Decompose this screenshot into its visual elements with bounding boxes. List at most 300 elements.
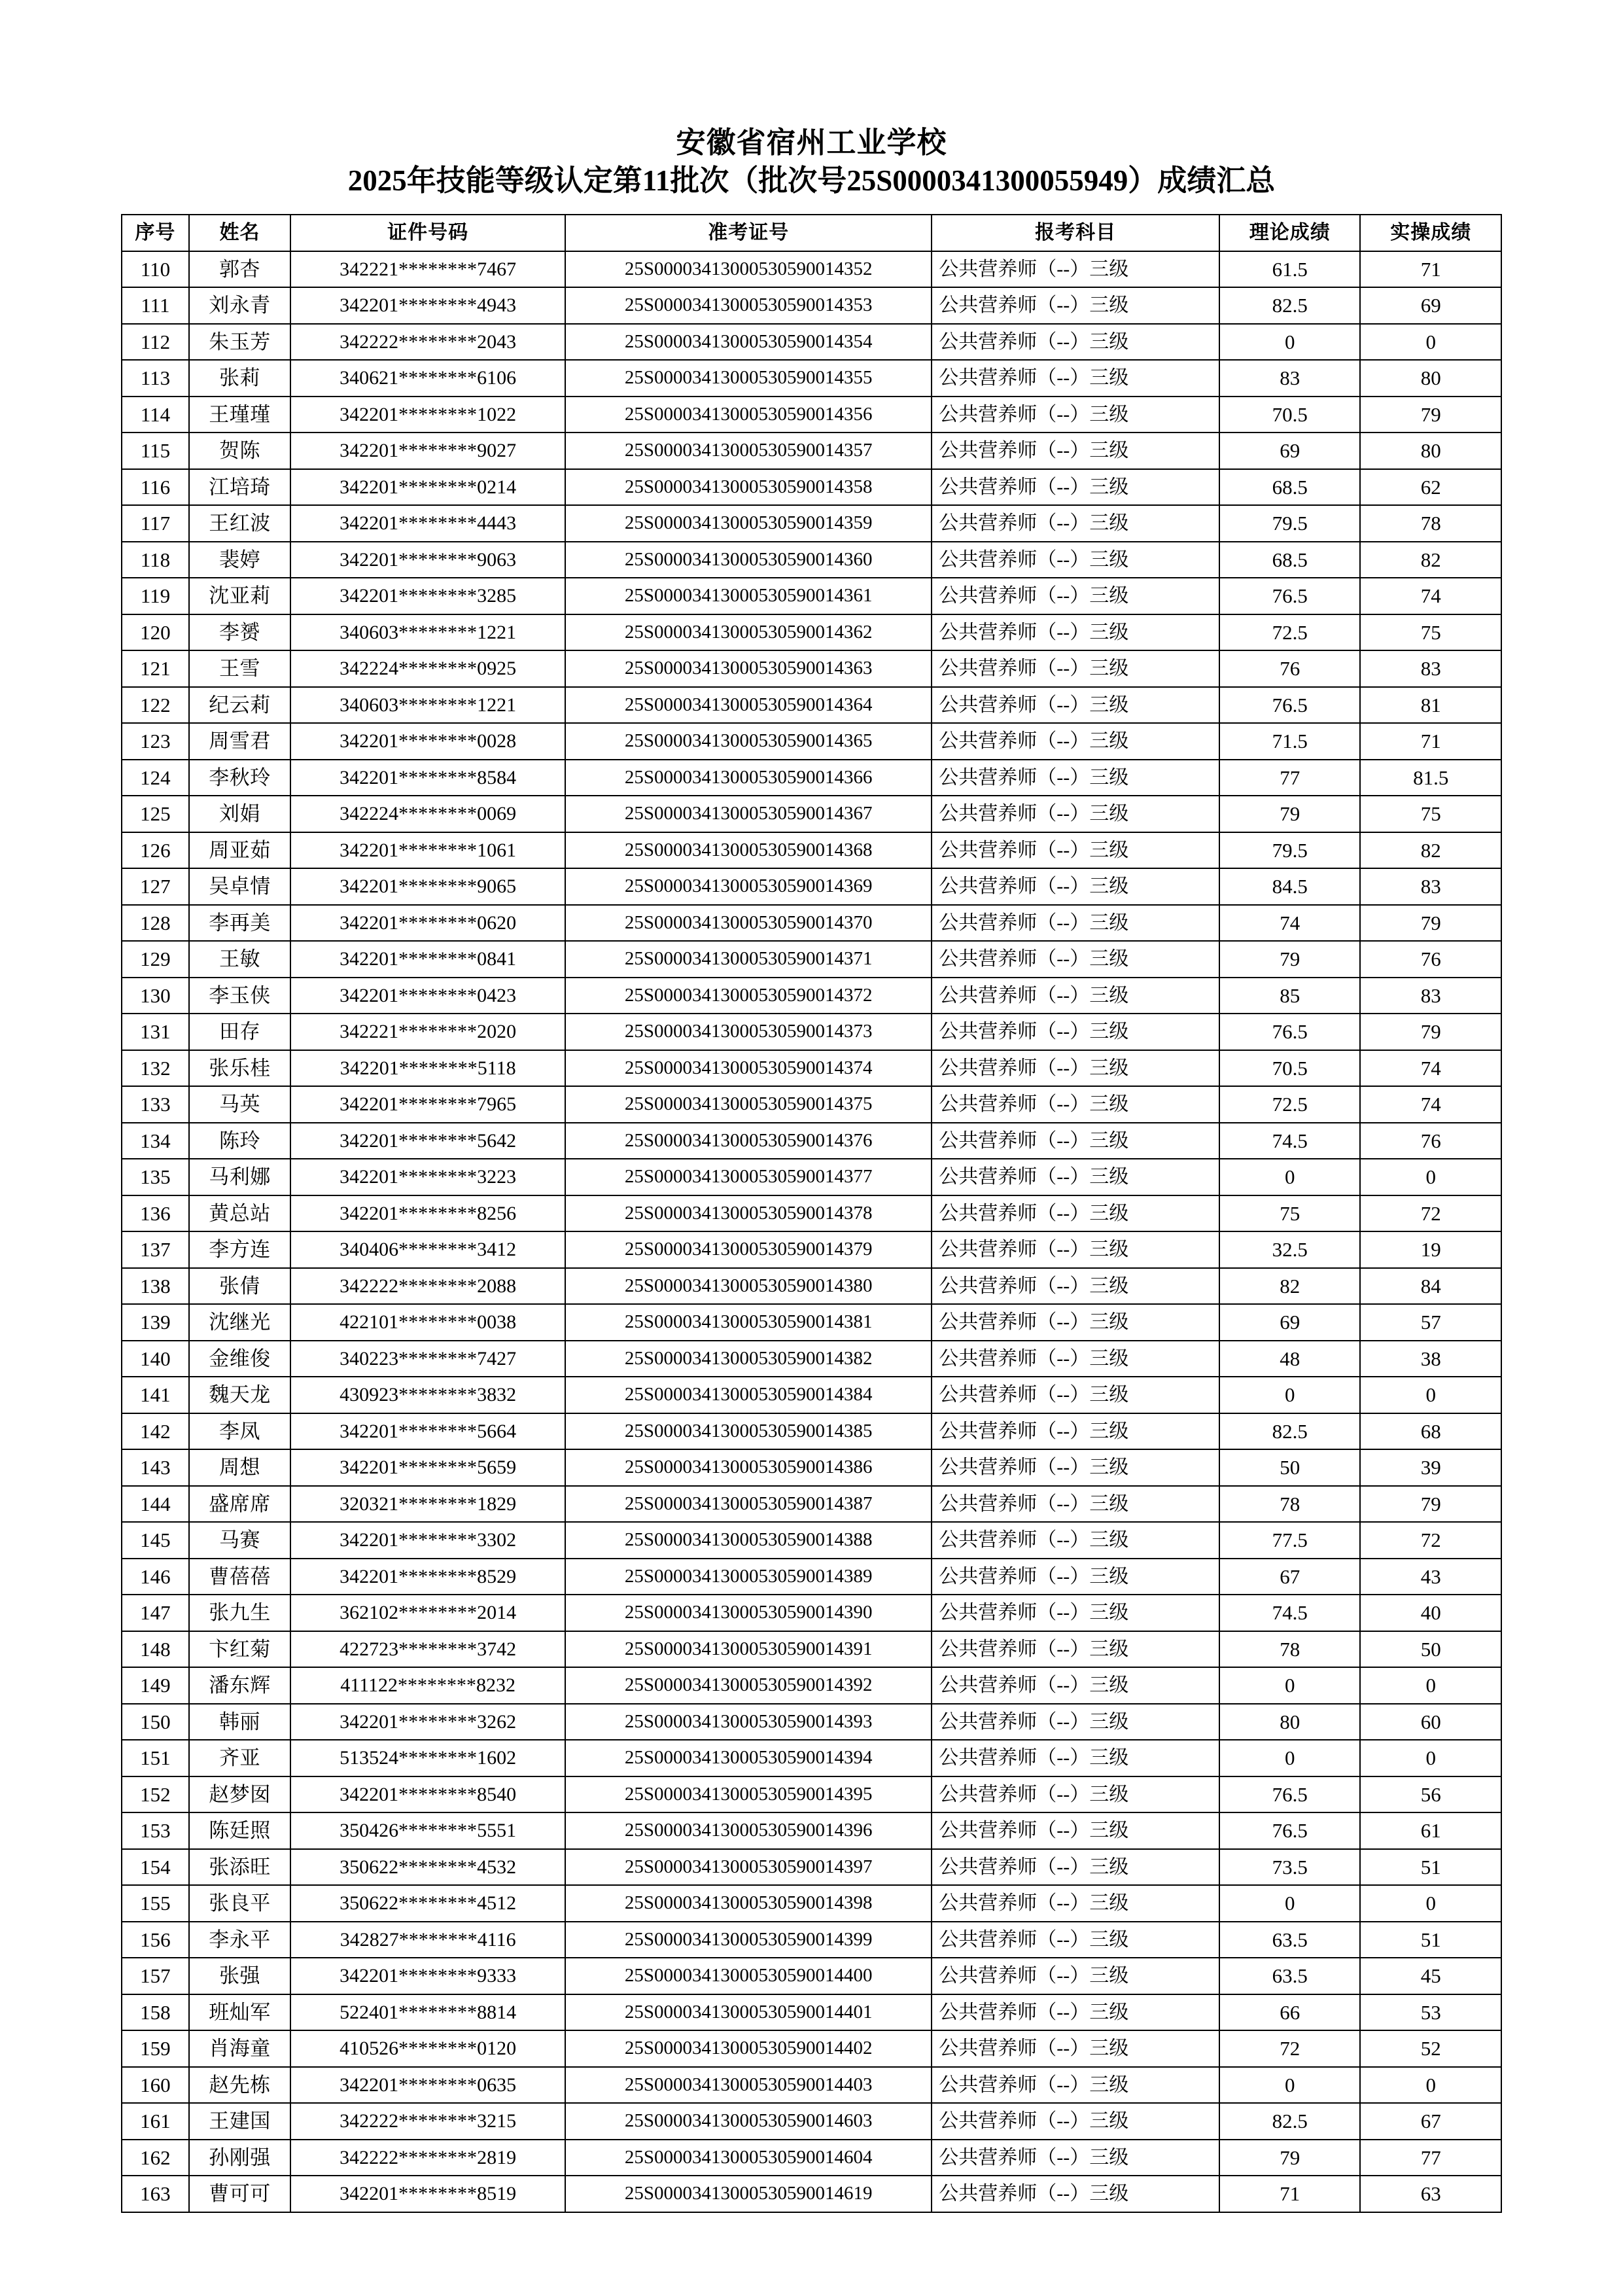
cell-ticket: 25S00003413000530590014384 <box>565 1377 932 1413</box>
cell-practice: 57 <box>1360 1304 1501 1341</box>
cell-name: 张乐桂 <box>189 1050 290 1087</box>
table-row <box>122 1231 1501 1268</box>
cell-seq: 150 <box>122 1704 189 1740</box>
cell-theory: 66 <box>1219 1994 1360 2031</box>
cell-practice: 83 <box>1360 978 1501 1014</box>
table-row <box>122 287 1501 324</box>
cell-ticket: 25S00003413000530590014619 <box>565 2176 932 2212</box>
table-row <box>122 1086 1501 1123</box>
grades-table <box>121 214 1502 2213</box>
cell-id: 430923********3832 <box>290 1377 565 1413</box>
table-row <box>122 1849 1501 1886</box>
cell-ticket: 25S00003413000530590014359 <box>565 505 932 542</box>
cell-ticket: 25S00003413000530590014370 <box>565 905 932 942</box>
cell-seq: 161 <box>122 2103 189 2140</box>
cell-subject: 公共营养师（--）三级 <box>932 1522 1219 1559</box>
table-row <box>122 1413 1501 1450</box>
cell-practice: 76 <box>1360 941 1501 978</box>
cell-subject: 公共营养师（--）三级 <box>932 2030 1219 2067</box>
cell-ticket: 25S00003413000530590014376 <box>565 1123 932 1159</box>
cell-id: 342201********1061 <box>290 832 565 869</box>
cell-name: 沈亚莉 <box>189 578 290 614</box>
cell-theory: 0 <box>1219 1667 1360 1704</box>
table-row <box>122 397 1501 433</box>
cell-ticket: 25S00003413000530590014366 <box>565 760 932 796</box>
cell-seq: 125 <box>122 796 189 832</box>
cell-seq: 162 <box>122 2140 189 2176</box>
cell-name: 肖海童 <box>189 2030 290 2067</box>
cell-practice: 0 <box>1360 1159 1501 1195</box>
cell-theory: 76.5 <box>1219 1812 1360 1849</box>
table-row <box>122 1595 1501 1631</box>
cell-subject: 公共营养师（--）三级 <box>932 796 1219 832</box>
cell-seq: 138 <box>122 1268 189 1305</box>
cell-subject: 公共营养师（--）三级 <box>932 650 1219 687</box>
cell-ticket: 25S00003413000530590014401 <box>565 1994 932 2031</box>
cell-name: 周雪君 <box>189 723 290 760</box>
table-row <box>122 796 1501 832</box>
cell-ticket: 25S00003413000530590014388 <box>565 1522 932 1559</box>
cell-ticket: 25S00003413000530590014364 <box>565 687 932 724</box>
cell-theory: 79.5 <box>1219 505 1360 542</box>
cell-ticket: 25S00003413000530590014385 <box>565 1413 932 1450</box>
table-row <box>122 2103 1501 2140</box>
table-row <box>122 251 1501 288</box>
cell-name: 陈玲 <box>189 1123 290 1159</box>
cell-name: 张倩 <box>189 1268 290 1305</box>
cell-practice: 77 <box>1360 2140 1501 2176</box>
cell-theory: 63.5 <box>1219 1958 1360 1994</box>
cell-ticket: 25S00003413000530590014358 <box>565 469 932 506</box>
cell-subject: 公共营养师（--）三级 <box>932 360 1219 397</box>
cell-ticket: 25S00003413000530590014379 <box>565 1231 932 1268</box>
cell-seq: 121 <box>122 650 189 687</box>
cell-name: 张良平 <box>189 1885 290 1922</box>
cell-name: 王雪 <box>189 650 290 687</box>
cell-name: 魏天龙 <box>189 1377 290 1413</box>
cell-name: 李再美 <box>189 905 290 942</box>
cell-seq: 135 <box>122 1159 189 1195</box>
cell-theory: 73.5 <box>1219 1849 1360 1886</box>
cell-id: 340603********1221 <box>290 687 565 724</box>
table-row <box>122 1304 1501 1341</box>
cell-id: 342201********3223 <box>290 1159 565 1195</box>
cell-name: 李玉侠 <box>189 978 290 1014</box>
cell-subject: 公共营养师（--）三级 <box>932 542 1219 578</box>
cell-theory: 82.5 <box>1219 2103 1360 2140</box>
cell-theory: 68.5 <box>1219 542 1360 578</box>
cell-id: 422101********0038 <box>290 1304 565 1341</box>
table-row <box>122 1740 1501 1776</box>
cell-theory: 0 <box>1219 1377 1360 1413</box>
cell-ticket: 25S00003413000530590014396 <box>565 1812 932 1849</box>
cell-seq: 111 <box>122 287 189 324</box>
column-header-id: 证件号码 <box>290 215 565 251</box>
column-header-ticket: 准考证号 <box>565 215 932 251</box>
cell-name: 赵先栋 <box>189 2067 290 2104</box>
cell-id: 342201********9027 <box>290 433 565 469</box>
cell-name: 齐亚 <box>189 1740 290 1776</box>
cell-id: 342222********2819 <box>290 2140 565 2176</box>
cell-practice: 83 <box>1360 650 1501 687</box>
table-row <box>122 542 1501 578</box>
cell-ticket: 25S00003413000530590014357 <box>565 433 932 469</box>
cell-practice: 74 <box>1360 1050 1501 1087</box>
table-row <box>122 1341 1501 1377</box>
cell-practice: 68 <box>1360 1413 1501 1450</box>
cell-practice: 79 <box>1360 397 1501 433</box>
cell-id: 342222********3215 <box>290 2103 565 2140</box>
cell-id: 350426********5551 <box>290 1812 565 1849</box>
cell-subject: 公共营养师（--）三级 <box>932 941 1219 978</box>
cell-theory: 71 <box>1219 2176 1360 2212</box>
cell-id: 410526********0120 <box>290 2030 565 2067</box>
cell-seq: 142 <box>122 1413 189 1450</box>
cell-theory: 76 <box>1219 650 1360 687</box>
cell-seq: 127 <box>122 868 189 905</box>
cell-name: 张添旺 <box>189 1849 290 1886</box>
cell-subject: 公共营养师（--）三级 <box>932 397 1219 433</box>
cell-name: 潘东辉 <box>189 1667 290 1704</box>
cell-ticket: 25S00003413000530590014394 <box>565 1740 932 1776</box>
cell-id: 342201********8256 <box>290 1195 565 1232</box>
cell-name: 马赛 <box>189 1522 290 1559</box>
table-row <box>122 1123 1501 1159</box>
cell-id: 342201********8540 <box>290 1776 565 1813</box>
cell-id: 342222********2043 <box>290 324 565 361</box>
cell-theory: 76.5 <box>1219 578 1360 614</box>
cell-name: 黄总站 <box>189 1195 290 1232</box>
cell-seq: 149 <box>122 1667 189 1704</box>
cell-id: 342201********3302 <box>290 1522 565 1559</box>
cell-ticket: 25S00003413000530590014353 <box>565 287 932 324</box>
cell-ticket: 25S00003413000530590014382 <box>565 1341 932 1377</box>
cell-practice: 0 <box>1360 1377 1501 1413</box>
cell-name: 裴婷 <box>189 542 290 578</box>
cell-name: 李凤 <box>189 1413 290 1450</box>
cell-practice: 43 <box>1360 1559 1501 1595</box>
table-row <box>122 360 1501 397</box>
cell-id: 513524********1602 <box>290 1740 565 1776</box>
cell-practice: 81 <box>1360 687 1501 724</box>
cell-name: 刘娟 <box>189 796 290 832</box>
cell-name: 朱玉芳 <box>189 324 290 361</box>
cell-seq: 134 <box>122 1123 189 1159</box>
cell-ticket: 25S00003413000530590014367 <box>565 796 932 832</box>
table-row <box>122 905 1501 942</box>
cell-practice: 72 <box>1360 1195 1501 1232</box>
cell-practice: 0 <box>1360 1885 1501 1922</box>
cell-name: 王红波 <box>189 505 290 542</box>
cell-name: 刘永青 <box>189 287 290 324</box>
cell-seq: 136 <box>122 1195 189 1232</box>
cell-subject: 公共营养师（--）三级 <box>932 687 1219 724</box>
cell-id: 342201********0423 <box>290 978 565 1014</box>
cell-practice: 61 <box>1360 1812 1501 1849</box>
cell-practice: 0 <box>1360 1667 1501 1704</box>
cell-subject: 公共营养师（--）三级 <box>932 1486 1219 1523</box>
cell-practice: 40 <box>1360 1595 1501 1631</box>
cell-id: 342201********5664 <box>290 1413 565 1450</box>
cell-id: 350622********4532 <box>290 1849 565 1886</box>
cell-id: 342201********7965 <box>290 1086 565 1123</box>
cell-theory: 79.5 <box>1219 832 1360 869</box>
table-row <box>122 1994 1501 2031</box>
cell-subject: 公共营养师（--）三级 <box>932 1595 1219 1631</box>
cell-practice: 0 <box>1360 1740 1501 1776</box>
cell-theory: 0 <box>1219 324 1360 361</box>
cell-subject: 公共营养师（--）三级 <box>932 1304 1219 1341</box>
cell-theory: 79 <box>1219 796 1360 832</box>
cell-seq: 146 <box>122 1559 189 1595</box>
cell-subject: 公共营养师（--）三级 <box>932 1231 1219 1268</box>
table-row <box>122 433 1501 469</box>
cell-seq: 153 <box>122 1812 189 1849</box>
cell-id: 340406********3412 <box>290 1231 565 1268</box>
cell-seq: 116 <box>122 469 189 506</box>
cell-practice: 51 <box>1360 1922 1501 1958</box>
cell-theory: 68.5 <box>1219 469 1360 506</box>
cell-theory: 0 <box>1219 1159 1360 1195</box>
cell-ticket: 25S00003413000530590014397 <box>565 1849 932 1886</box>
cell-theory: 48 <box>1219 1341 1360 1377</box>
table-row <box>122 1704 1501 1740</box>
table-row <box>122 2176 1501 2212</box>
cell-theory: 82.5 <box>1219 1413 1360 1450</box>
cell-theory: 83 <box>1219 360 1360 397</box>
cell-theory: 84.5 <box>1219 868 1360 905</box>
cell-theory: 80 <box>1219 1704 1360 1740</box>
cell-practice: 81.5 <box>1360 760 1501 796</box>
cell-name: 李永平 <box>189 1922 290 1958</box>
table-row <box>122 832 1501 869</box>
cell-id: 342201********0841 <box>290 941 565 978</box>
cell-subject: 公共营养师（--）三级 <box>932 1849 1219 1886</box>
cell-seq: 139 <box>122 1304 189 1341</box>
cell-practice: 82 <box>1360 832 1501 869</box>
cell-theory: 67 <box>1219 1559 1360 1595</box>
cell-theory: 82 <box>1219 1268 1360 1305</box>
cell-practice: 52 <box>1360 2030 1501 2067</box>
cell-practice: 80 <box>1360 360 1501 397</box>
cell-ticket: 25S00003413000530590014392 <box>565 1667 932 1704</box>
table-row <box>122 978 1501 1014</box>
cell-name: 沈继光 <box>189 1304 290 1341</box>
cell-name: 李方连 <box>189 1231 290 1268</box>
cell-id: 522401********8814 <box>290 1994 565 2031</box>
table-row <box>122 1268 1501 1305</box>
cell-subject: 公共营养师（--）三级 <box>932 505 1219 542</box>
cell-id: 342224********0925 <box>290 650 565 687</box>
cell-ticket: 25S00003413000530590014371 <box>565 941 932 978</box>
cell-practice: 71 <box>1360 723 1501 760</box>
cell-theory: 85 <box>1219 978 1360 1014</box>
cell-id: 342201********4943 <box>290 287 565 324</box>
table-row <box>122 1014 1501 1050</box>
cell-theory: 76.5 <box>1219 1776 1360 1813</box>
cell-practice: 69 <box>1360 287 1501 324</box>
cell-name: 卞红菊 <box>189 1631 290 1668</box>
cell-name: 王瑾瑾 <box>189 397 290 433</box>
cell-practice: 80 <box>1360 433 1501 469</box>
cell-practice: 63 <box>1360 2176 1501 2212</box>
cell-ticket: 25S00003413000530590014360 <box>565 542 932 578</box>
cell-name: 贺陈 <box>189 433 290 469</box>
cell-name: 周亚茹 <box>189 832 290 869</box>
cell-id: 342201********8584 <box>290 760 565 796</box>
cell-practice: 53 <box>1360 1994 1501 2031</box>
cell-seq: 160 <box>122 2067 189 2104</box>
cell-theory: 82.5 <box>1219 287 1360 324</box>
cell-id: 340621********6106 <box>290 360 565 397</box>
document-title-block <box>121 124 1502 200</box>
cell-ticket: 25S00003413000530590014355 <box>565 360 932 397</box>
cell-theory: 61.5 <box>1219 251 1360 288</box>
table-row <box>122 1559 1501 1595</box>
cell-theory: 72.5 <box>1219 1086 1360 1123</box>
cell-theory: 76.5 <box>1219 1014 1360 1050</box>
cell-id: 342827********4116 <box>290 1922 565 1958</box>
report-subtitle: 2025年技能等级认定第11批次（批次号25S0000341300055949）成绩汇总 <box>347 164 1276 197</box>
cell-practice: 72 <box>1360 1522 1501 1559</box>
column-header-practice: 实操成绩 <box>1360 215 1501 251</box>
cell-id: 342201********5642 <box>290 1123 565 1159</box>
cell-practice: 74 <box>1360 1086 1501 1123</box>
table-row <box>122 1159 1501 1195</box>
cell-subject: 公共营养师（--）三级 <box>932 1123 1219 1159</box>
cell-theory: 0 <box>1219 1740 1360 1776</box>
cell-name: 韩丽 <box>189 1704 290 1740</box>
cell-ticket: 25S00003413000530590014372 <box>565 978 932 1014</box>
cell-subject: 公共营养师（--）三级 <box>932 832 1219 869</box>
cell-practice: 56 <box>1360 1776 1501 1813</box>
table-row <box>122 760 1501 796</box>
cell-seq: 148 <box>122 1631 189 1668</box>
cell-name: 吴卓情 <box>189 868 290 905</box>
cell-name: 张强 <box>189 1958 290 1994</box>
table-row <box>122 1776 1501 1813</box>
cell-name: 郭杏 <box>189 251 290 288</box>
cell-ticket: 25S00003413000530590014363 <box>565 650 932 687</box>
cell-ticket: 25S00003413000530590014356 <box>565 397 932 433</box>
cell-theory: 74 <box>1219 905 1360 942</box>
cell-theory: 79 <box>1219 2140 1360 2176</box>
cell-seq: 137 <box>122 1231 189 1268</box>
cell-seq: 110 <box>122 251 189 288</box>
cell-id: 342201********9333 <box>290 1958 565 1994</box>
cell-practice: 84 <box>1360 1268 1501 1305</box>
cell-subject: 公共营养师（--）三级 <box>932 1195 1219 1232</box>
cell-name: 王敏 <box>189 941 290 978</box>
cell-seq: 112 <box>122 324 189 361</box>
cell-seq: 114 <box>122 397 189 433</box>
cell-id: 342201********5118 <box>290 1050 565 1087</box>
table-row <box>122 1812 1501 1849</box>
cell-ticket: 25S00003413000530590014378 <box>565 1195 932 1232</box>
cell-practice: 0 <box>1360 324 1501 361</box>
cell-seq: 131 <box>122 1014 189 1050</box>
cell-seq: 159 <box>122 2030 189 2067</box>
cell-practice: 19 <box>1360 1231 1501 1268</box>
cell-ticket: 25S00003413000530590014361 <box>565 578 932 614</box>
cell-seq: 158 <box>122 1994 189 2031</box>
cell-seq: 156 <box>122 1922 189 1958</box>
cell-subject: 公共营养师（--）三级 <box>932 1776 1219 1813</box>
cell-subject: 公共营养师（--）三级 <box>932 1014 1219 1050</box>
cell-theory: 71.5 <box>1219 723 1360 760</box>
table-row <box>122 2030 1501 2067</box>
table-row <box>122 1195 1501 1232</box>
cell-ticket: 25S00003413000530590014386 <box>565 1449 932 1486</box>
cell-practice: 39 <box>1360 1449 1501 1486</box>
cell-id: 342201********0028 <box>290 723 565 760</box>
cell-ticket: 25S00003413000530590014387 <box>565 1486 932 1523</box>
cell-theory: 72.5 <box>1219 614 1360 651</box>
cell-name: 田存 <box>189 1014 290 1050</box>
cell-subject: 公共营养师（--）三级 <box>932 1413 1219 1450</box>
cell-subject: 公共营养师（--）三级 <box>932 1740 1219 1776</box>
cell-subject: 公共营养师（--）三级 <box>932 1377 1219 1413</box>
cell-id: 342201********4443 <box>290 505 565 542</box>
cell-seq: 145 <box>122 1522 189 1559</box>
table-row <box>122 614 1501 651</box>
cell-id: 342201********9065 <box>290 868 565 905</box>
cell-seq: 120 <box>122 614 189 651</box>
cell-seq: 147 <box>122 1595 189 1631</box>
cell-seq: 143 <box>122 1449 189 1486</box>
cell-practice: 75 <box>1360 614 1501 651</box>
cell-ticket: 25S00003413000530590014368 <box>565 832 932 869</box>
cell-theory: 79 <box>1219 941 1360 978</box>
cell-seq: 118 <box>122 542 189 578</box>
cell-seq: 115 <box>122 433 189 469</box>
cell-name: 江培琦 <box>189 469 290 506</box>
cell-subject: 公共营养师（--）三级 <box>932 2067 1219 2104</box>
cell-subject: 公共营养师（--）三级 <box>932 1268 1219 1305</box>
cell-seq: 151 <box>122 1740 189 1776</box>
cell-theory: 50 <box>1219 1449 1360 1486</box>
cell-theory: 32.5 <box>1219 1231 1360 1268</box>
cell-name: 金维俊 <box>189 1341 290 1377</box>
cell-ticket: 25S00003413000530590014400 <box>565 1958 932 1994</box>
cell-seq: 163 <box>122 2176 189 2212</box>
cell-seq: 141 <box>122 1377 189 1413</box>
cell-name: 马英 <box>189 1086 290 1123</box>
cell-subject: 公共营养师（--）三级 <box>932 2103 1219 2140</box>
cell-practice: 0 <box>1360 2067 1501 2104</box>
cell-practice: 78 <box>1360 505 1501 542</box>
cell-ticket: 25S00003413000530590014391 <box>565 1631 932 1668</box>
table-row <box>122 324 1501 361</box>
table-header <box>122 215 1501 251</box>
cell-ticket: 25S00003413000530590014398 <box>565 1885 932 1922</box>
cell-seq: 122 <box>122 687 189 724</box>
table-row <box>122 1922 1501 1958</box>
cell-seq: 128 <box>122 905 189 942</box>
column-header-subject: 报考科目 <box>932 215 1219 251</box>
cell-subject: 公共营养师（--）三级 <box>932 1994 1219 2031</box>
cell-practice: 83 <box>1360 868 1501 905</box>
table-row <box>122 723 1501 760</box>
cell-subject: 公共营养师（--）三级 <box>932 868 1219 905</box>
cell-id: 422723********3742 <box>290 1631 565 1668</box>
cell-name: 曹可可 <box>189 2176 290 2212</box>
cell-id: 342224********0069 <box>290 796 565 832</box>
cell-ticket: 25S00003413000530590014390 <box>565 1595 932 1631</box>
table-row <box>122 1958 1501 1994</box>
table-row <box>122 1667 1501 1704</box>
cell-ticket: 25S00003413000530590014604 <box>565 2140 932 2176</box>
